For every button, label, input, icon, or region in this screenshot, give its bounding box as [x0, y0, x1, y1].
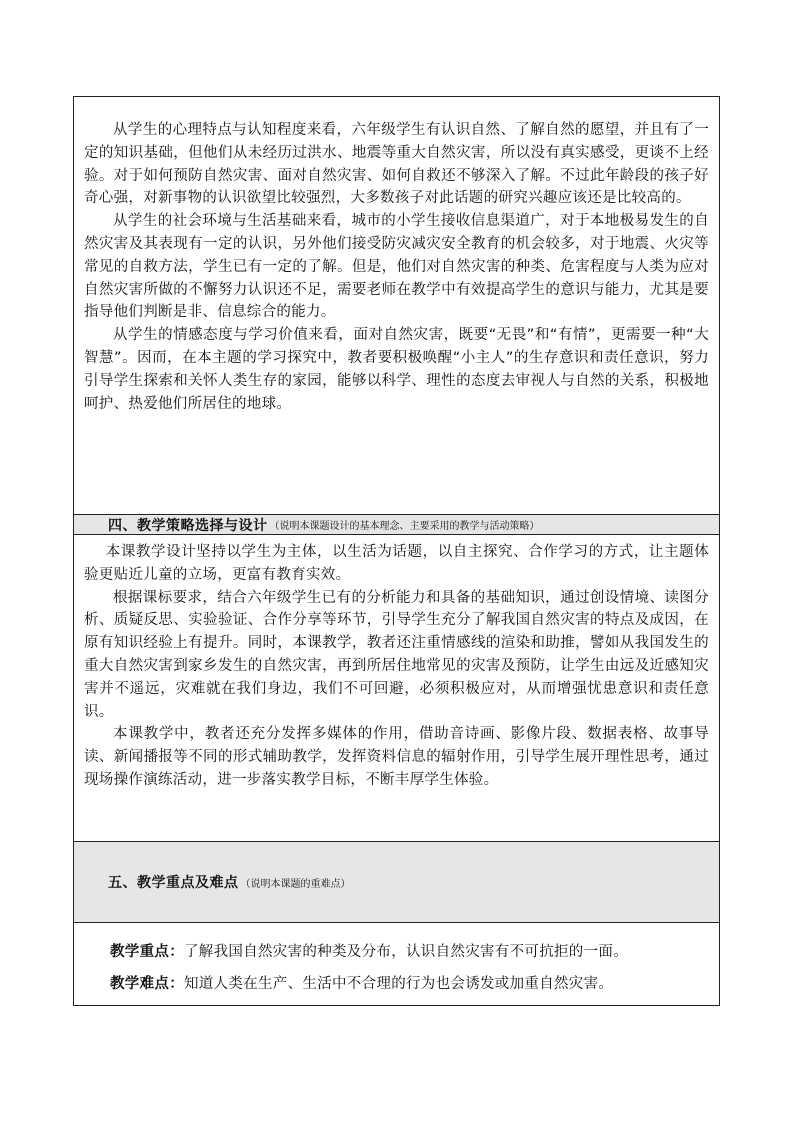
- section5-note: （说明本课题的重难点）: [240, 878, 351, 890]
- section4-title: 四、教学策略选择与设计: [108, 517, 268, 534]
- section4-header: [74, 515, 719, 535]
- key-point-text: 了解我国自然灾害的种类及分布，认识自然灾害有不可抗拒的一面。: [184, 944, 628, 960]
- strategy-paragraph: 本课教学中，教者还充分发挥多媒体的作用，借助音诗画、影像片段、数据表格、故事导读、新闻播报等不同的形式辅助教学，发挥资料信息的辐射作用，引导学生展开理性思考，通过现场操作演练活动，进一步落实教学目标，不断丰厚学生体验。: [84, 726, 709, 788]
- key-point-label: 教学重点：: [110, 944, 184, 960]
- analysis-paragraph: 从学生的心理特点与认知程度来看，六年级学生有认识自然、了解自然的愿望，并且有了一定的知识基础，但他们从未经历过洪水、地震等重大自然灾害，所以没有真实感受，更谈不上经验。对于如何预防自然灾害、面对自然灾害、如何自救还不够深入了解。不过此年龄段的孩子好奇心强，对新事物的认识欲望比较强烈，大多数孩子对此话题的研究兴趣应该还是比较高的。: [84, 122, 709, 207]
- difficult-point-label: 教学难点：: [110, 976, 184, 992]
- difficult-point-line: [110, 973, 709, 995]
- strategy-paragraph: 本课教学设计坚持以学生为主体，以生活为话题，以自主探究、合作学习的方式，让主题体验更贴近儿童的立场，更富有教育实效。: [84, 544, 709, 583]
- key-point-line: [110, 941, 709, 963]
- strategy-cell: [74, 535, 719, 842]
- lesson-plan-table: [73, 96, 720, 1006]
- analysis-paragraph: 从学生的社会环境与生活基础来看，城市的小学生接收信息渠道广，对于本地极易发生的自然灾害及其表现有一定的认识，另外他们接受防灾减灾安全教育的机会较多，对于地震、火灾等常见的自救方法，学生已有一定的了解。但是，他们对自然灾害的种类、危害程度与人类为应对自然灾害所做的不懈努力认识还不足，需要老师在教学中有效提高学生的意识与能力，尤其是要指导他们判断是非、信息综合的能力。: [84, 213, 709, 321]
- analysis-paragraph: 从学生的情感态度与学习价值来看，面对自然灾害，既要“无畏”和“有情”，更需要一种“大智慧”。因而，在本主题的学习探究中，教者要积极唤醒“小主人”的生存意识和责任意识，努力引导学生探索和关怀人类生存的家园，能够以科学、理性的态度去审视人与自然的关系，积极地呵护、热爱他们所居住的地球。: [84, 327, 709, 412]
- strategy-paragraph: 根据课标要求，结合六年级学生已有的分析能力和具备的基础知识，通过创设情境、读图分析、质疑反思、实验验证、合作分享等环节，引导学生充分了解我国自然灾害的特点及成因，在原有知识经验上有提升。同时，本课教学，教者还注重情感线的渲染和助推，譬如从我国发生的重大自然灾害到家乡发生的自然灾害，再到所居住地常见的灾害及预防，让学生由远及近感知灾害并不遥远，灾难就在我们身边，我们不可回避，必须积极应对，从而增强忧患意识和责任意识。: [84, 589, 709, 720]
- difficult-point-text: 知道人类在生产、生活中不合理的行为也会诱发或加重自然灾害。: [184, 976, 614, 992]
- section4-note: （说明本课题设计的基本理念、主要采用的教学与活动策略）: [269, 521, 540, 532]
- key-points-cell: [74, 923, 719, 1005]
- section5-title: 五、教学重点及难点: [108, 875, 239, 891]
- section5-header: [74, 842, 719, 923]
- student-analysis-cell: [74, 97, 719, 515]
